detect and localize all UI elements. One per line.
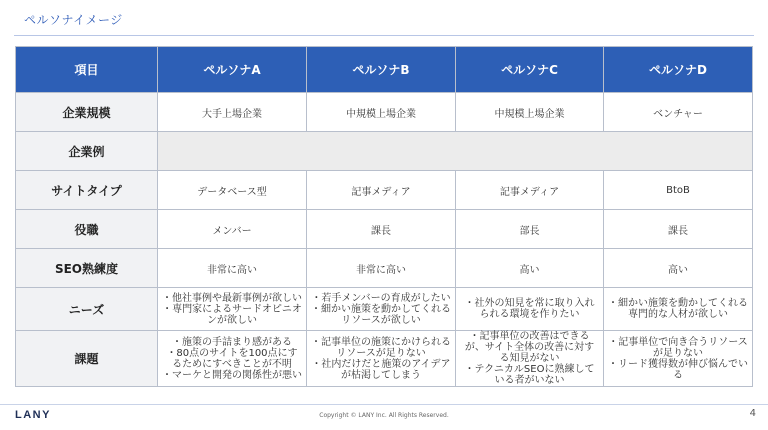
cell-persona-c: 中規模上場企業: [456, 93, 604, 132]
bullet-item: ・細かい施策を動かしてくれるリソースが欲しい: [311, 303, 451, 326]
cell-persona-a: データベース型: [158, 171, 307, 210]
bullet-item: ・専門家によるサードオピニオンが欲しい: [162, 303, 302, 326]
row-site-type: [16, 171, 753, 210]
header-persona-c: ペルソナC: [456, 47, 604, 93]
bullet-item: ・マーケと開発の関係性が悪い: [162, 369, 302, 381]
bullet-item: ・若手メンバーの育成がしたい: [311, 292, 451, 304]
cell-persona-b: 記事メディア: [307, 171, 456, 210]
header-persona-d: ペルソナD: [604, 47, 753, 93]
row-company-example: [16, 132, 753, 171]
persona-table: [15, 46, 753, 387]
bullet-item: ・社外の知見を常に取り入れられる環境を作りたい: [464, 298, 595, 320]
cell-persona-b: 課長: [307, 210, 456, 249]
row-seo-skill: [16, 249, 753, 288]
cell-persona-a: [158, 288, 307, 331]
cell-persona-d: BtoB: [604, 171, 753, 210]
cell-persona-b: 中規模上場企業: [307, 93, 456, 132]
bullet-item: ・社内だけだと施策のアイデアが枯渇してしまう: [311, 358, 451, 381]
company-logo: LANY: [15, 409, 51, 421]
page-number: 4: [749, 408, 756, 419]
row-issues: [16, 331, 753, 387]
cell-persona-d: [604, 331, 753, 387]
header-item: 項目: [16, 47, 158, 93]
cell-persona-c: 高い: [456, 249, 604, 288]
company-example-cell: [158, 132, 753, 171]
row-label: 企業例: [16, 132, 158, 171]
cell-persona-a: 非常に高い: [158, 249, 307, 288]
cell-persona-c: 部長: [456, 210, 604, 249]
row-label: 役職: [16, 210, 158, 249]
cell-persona-a: 大手上場企業: [158, 93, 307, 132]
cell-persona-b: 非常に高い: [307, 249, 456, 288]
header-persona-a: ペルソナA: [158, 47, 307, 93]
row-label: 課題: [16, 331, 158, 387]
bullet-item: ・80点のサイトを100点にするためにすべきことが不明: [166, 347, 298, 370]
cell-persona-a: メンバー: [158, 210, 307, 249]
cell-persona-d: ベンチャー: [604, 93, 753, 132]
bullet-item: ・リード獲得数が伸び悩んでいる: [608, 358, 748, 381]
footer-divider: [0, 404, 768, 405]
cell-persona-c: [456, 331, 604, 387]
row-company-size: [16, 93, 753, 132]
row-label: サイトタイプ: [16, 171, 158, 210]
copyright-text: Copyright © LANY Inc. All Rights Reserved.: [319, 412, 449, 419]
row-label: SEO熟練度: [16, 249, 158, 288]
slide-title: ペルソナイメージ: [24, 13, 123, 27]
cell-persona-c: 記事メディア: [456, 171, 604, 210]
row-label: 企業規模: [16, 93, 158, 132]
cell-persona-d: 高い: [604, 249, 753, 288]
bullet-item: ・テクニカルSEOに熟練している者がいない: [464, 364, 595, 386]
cell-persona-c: [456, 288, 604, 331]
bullet-item: ・記事単位で向き合うリソースが足りない: [608, 336, 748, 359]
cell-persona-b: [307, 288, 456, 331]
bullet-item: ・他社事例や最新事例が欲しい: [162, 292, 302, 304]
title-divider: [14, 35, 754, 36]
bullet-item: ・細かい施策を動かしてくれる専門的な人材が欲しい: [608, 298, 748, 320]
cell-persona-d: [604, 288, 753, 331]
cell-persona-b: [307, 331, 456, 387]
cell-persona-d: 課長: [604, 210, 753, 249]
bullet-item: ・施策の手詰まり感がある: [172, 336, 292, 348]
header-row: [16, 47, 753, 93]
bullet-item: ・記事単位の改善はできるが、サイト全体の改善に対する知見がない: [464, 331, 595, 364]
row-label: ニーズ: [16, 288, 158, 331]
row-role: [16, 210, 753, 249]
cell-persona-a: [158, 331, 307, 387]
header-persona-b: ペルソナB: [307, 47, 456, 93]
row-needs: [16, 288, 753, 331]
bullet-item: ・記事単位の施策にかけられるリソースが足りない: [311, 336, 451, 359]
